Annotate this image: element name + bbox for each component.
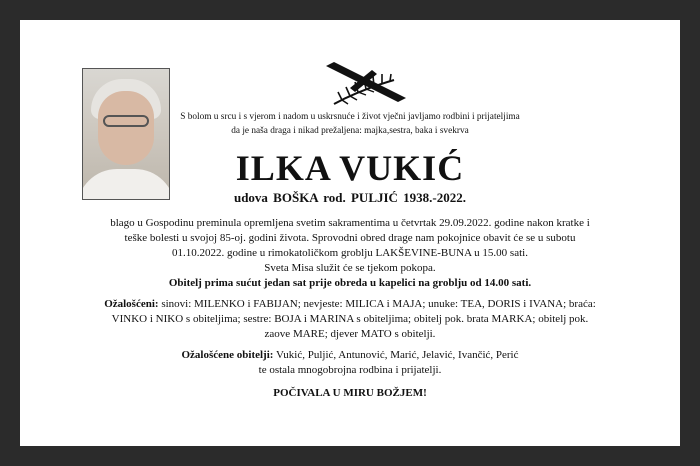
intro-line-1: S bolom u srcu i s vjerom i nadom u uskrsnuće i život vječni javljamo rodbini i prijateljima — [180, 112, 520, 122]
condolences-text: Obitelj prima sućut jedan sat prije obreda u kapelici na groblju od 14.00 sati. — [168, 277, 532, 289]
mourners-paragraph — [102, 297, 598, 342]
mourners-label: Ožalošćeni: — [104, 298, 159, 310]
obituary-card — [20, 20, 680, 446]
portrait-face — [98, 91, 154, 165]
families-paragraph — [102, 348, 598, 363]
closing-text: POČIVALA U MIRU BOŽJEM! — [273, 387, 427, 399]
families-list: Vukić, Puljić, Antunović, Marić, Jelavić, Ivančić, Perić — [276, 349, 519, 361]
intro-text — [180, 110, 520, 138]
obituary-body — [102, 216, 598, 401]
cross-with-palm-icon — [320, 60, 410, 108]
families-label: Ožalošćene obitelji: — [181, 349, 274, 361]
portrait-glasses — [103, 115, 149, 127]
announcement-text: blago u Gospodinu preminula opremljena svetim sakramentima u četvrtak 29.09.2022. godine nakon kratke i teške bolesti u svojoj 85-oj. godini života. Sprovodni obred drage nam pokojnice obavit će se u subotu 01.10.2022. godine u rimokatoličkom groblju LAKŠEVINE-BUNA u 15.00 sati. — [110, 217, 590, 259]
deceased-subtitle: udova BOŠKA rod. PULJIĆ 1938.-2022. — [233, 190, 467, 205]
deceased-name: ILKA VUKIĆ — [235, 148, 465, 188]
mourners-list: sinovi: MILENKO i FABIJAN; nevjeste: MILICA i MAJA; unuke: TEA, DORIS i IVANA; braća: VINKO i NIKO s obiteljima; sestre: BOJA i MARINA s obiteljima; obitelj pok. brata MARKA; obitelj pok. zaove MARE; djever MATO s obitelji. — [111, 298, 596, 340]
portrait-photo — [82, 68, 170, 200]
portrait-shoulders — [82, 169, 170, 200]
families-extra-text: te ostala mnogobrojna rodbina i prijatelji. — [258, 364, 442, 376]
intro-line-2: da je naša draga i nikad prežaljena: majka,sestra, baka i svekrva — [231, 126, 469, 136]
mass-text: Sveta Misa služit će se tjekom pokopa. — [264, 262, 436, 274]
